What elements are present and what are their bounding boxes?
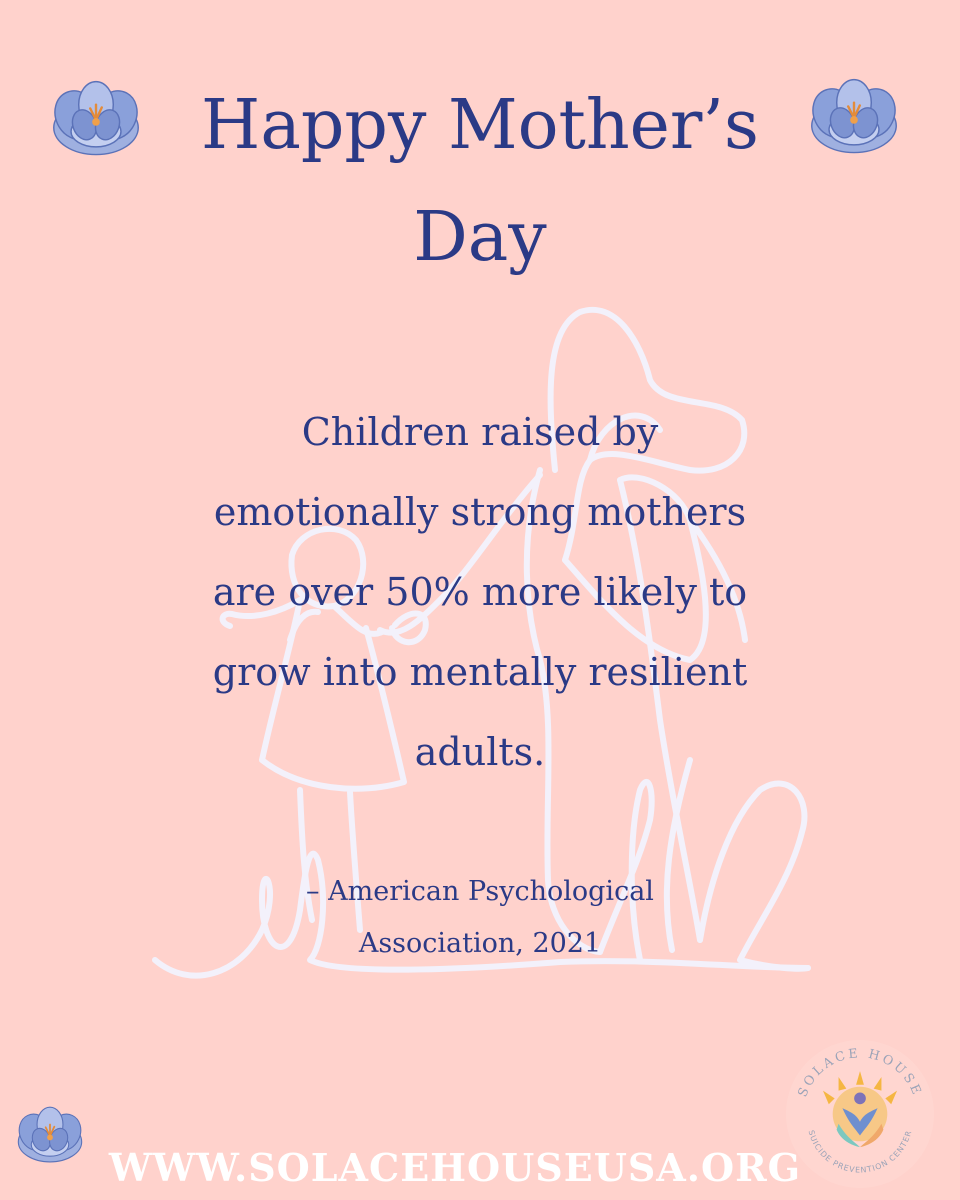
quote-line: grow into mentally resilient [212,650,748,694]
peony-flower-icon [806,70,902,166]
quote-line: adults. [414,730,546,774]
solace-house-logo [782,1036,938,1192]
quote-line: are over 50% more likely to [212,570,748,614]
card-title: Happy Mother’s Day [201,86,759,277]
quote-attribution [230,866,730,970]
attribution-line: Association, 2021 [358,928,602,959]
website-url: WWW.SOLACEHOUSEUSA.ORG [108,1145,802,1190]
quote-text [160,392,800,792]
quote-line: emotionally strong mothers [213,490,747,534]
peony-flower-icon [48,72,144,168]
quote-line: Children raised by [301,410,659,454]
attribution-line: – American Psychological [306,876,654,907]
svg-text:SUICIDE PREVENTION CENTER: SUICIDE PREVENTION CENTER [806,1129,914,1175]
svg-text:SOLACE HOUSE: SOLACE HOUSE [794,1045,926,1099]
